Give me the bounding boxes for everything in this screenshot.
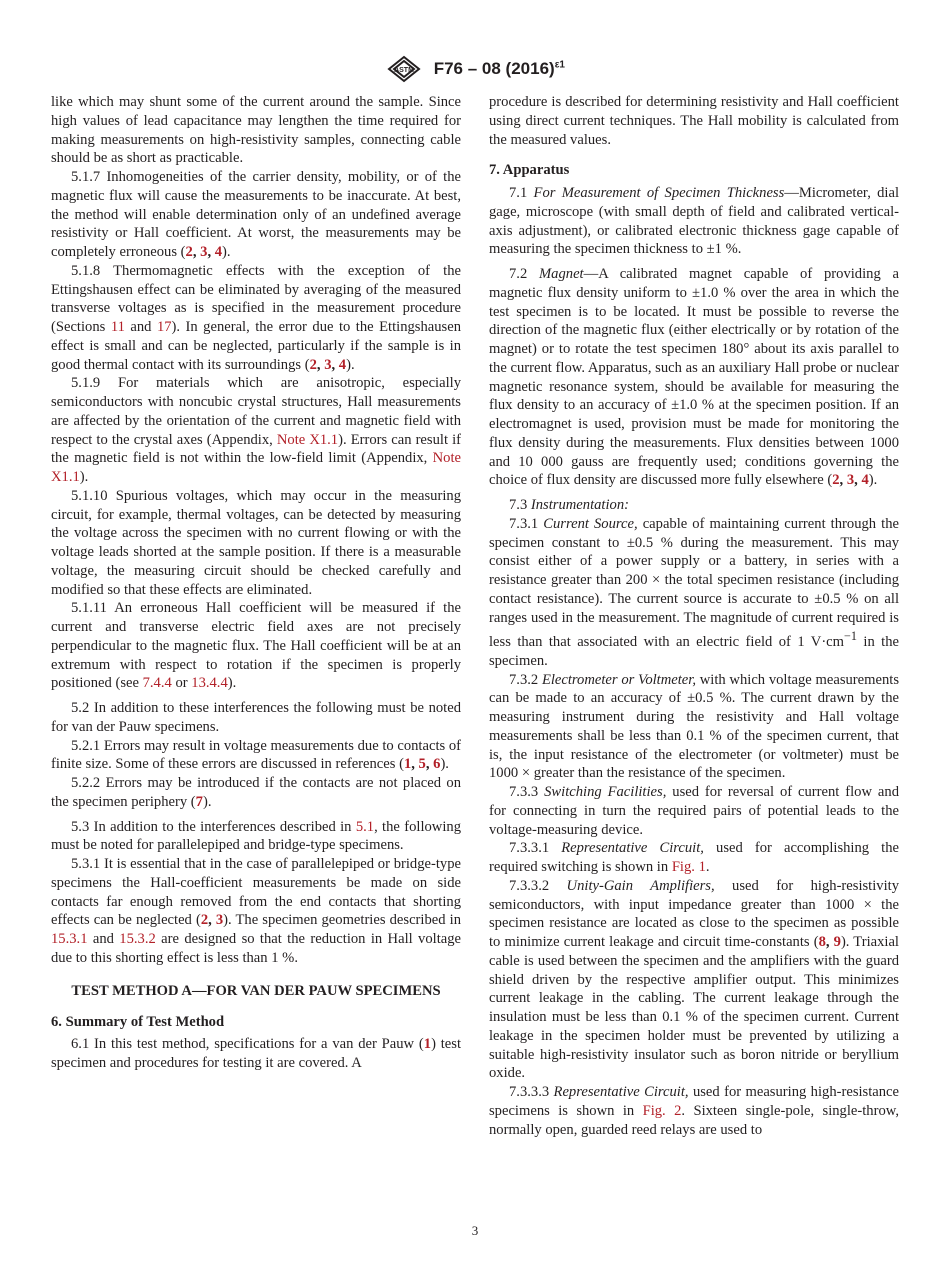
section-link[interactable]: 11 <box>110 319 125 335</box>
paragraph-7-3-2: 7.3.2 Electrometer or Voltmeter, with which voltage measurements can be made to an accuracy of ±0.5 %. The current drawn by the measuring instrument during the resistivity and Hall voltage measurements shall be less than 0.1 % of the specimen current, that is, the input resistance of the electrometer (or voltmeter) must be 1000 × greater than the resistance of the specimen. <box>489 671 900 782</box>
reference-link[interactable]: 4 <box>338 356 347 373</box>
page-number: 3 <box>471 1223 479 1238</box>
paragraph-5-1-8: 5.1.8 Thermomagnetic effects with the exception of the Ettingshausen effect can be eliminated by averaging of the measured transverse voltages as is specified in the measurement procedure (Sections 11 and 17). In general, the error due to the Ettingshausen effect is small and can be neglected, particularly if the sample is in good thermal contact with its surroundings (2, 3, 4). <box>51 262 461 373</box>
paragraph-5-3: 5.3 In addition to the interferences described in 5.1, the following must be noted for parallelepiped and bridge-type specimens. <box>51 818 461 854</box>
figure-link[interactable]: Fig. 2 <box>642 1102 682 1119</box>
reference-link[interactable]: 2 <box>832 472 840 489</box>
document-header <box>0 54 950 84</box>
note-link[interactable]: Note X1.1 <box>51 450 461 485</box>
paragraph-7-3-1: 7.3.1 Current Source, capable of maintaining current through the specimen constant to ±0.5 % during the measurement. This may consist either of a power supply or a battery, in series with a resistance greater than 200 × the total specimen resistance (including contact resistance). The current source is accurate to ±0.5 % on all ranges used in the measurement. The magnitude of current required is less than that associated with an electric field of 1 $V\cdot cm^{-1}$ in the specimen. <box>489 515 899 669</box>
paragraph-7-3-3-3: 7.3.3.3 Representative Circuit, used for measuring high-resistance specimens is shown in Fig. 2. Sixteen single-pole, single-throw, normally open, guarded reed relays are used to <box>489 1084 900 1138</box>
section-link[interactable]: 7.4.4 <box>142 675 172 692</box>
reference-link[interactable]: 2 <box>185 244 193 260</box>
paragraph-7-2: 7.2 Magnet—A calibrated magnet capable of providing a magnetic flux density uniform to ±1.0 % over the area in which the test specimen is to be located. It must be possible to reverse the direction of the magnetic flux (either electrically or by rotation of the magnet) or to rotate the test specimen 180° about its axis parallel to the current flow. Apparatus, such as an auxiliary Hall probe or nuclear magnetic resonance system, should be available for measuring the flux density to an accuracy of ±1.0 % at the specimen position. If an electromagnet is used, provision must be made for monitoring the flux density during the measurements. Flux densities between 1000 and 10 000 gauss are frequently used; conditions governing the choice of flux density are discussed more fully elsewhere (2, 3, 4). <box>489 266 899 489</box>
section-link[interactable]: 15.3.2 <box>119 931 156 947</box>
reference-link[interactable]: 2 <box>200 912 209 929</box>
paragraph-5-1-10: 5.1.10 Spurious voltages, which may occur in the measuring circuit, for example, thermal voltages, can be detected by measuring the voltage across the specimen with no current flowing or with the voltage leads shorted at the sample position. If there is a measurable voltage, the measuring circuit should be checked carefully and modified so that these effects are eliminated. <box>51 487 461 598</box>
section-link[interactable]: 17 <box>156 319 172 335</box>
paragraph-7-1: 7.1 For Measurement of Specimen Thickness—Micrometer, dial gage, microscope (with small depth of field and calibrated vertical-axis adjustment), or calibrated electronic thickness gage capable of measuring the specimen thickness to ±1 %. <box>489 185 900 258</box>
paragraph-5-1-7: 5.1.7 Inhomogeneities of the carrier density, mobility, or of the magnetic flux will cause the measurements to be inaccurate. At best, the method will enable determination only of an undefined average resistivity or Hall coefficient. At worst, the measurements may be completely erroneous (2, 3, 4). <box>51 169 461 260</box>
section-link[interactable]: 5.1 <box>355 818 375 835</box>
reference-link[interactable]: 3 <box>324 356 332 373</box>
reference-link[interactable]: 7 <box>195 793 203 810</box>
paragraph-5-2: 5.2 In addition to these interferences the following must be noted for van der Pauw specimens. <box>51 700 461 735</box>
reference-link[interactable]: 4 <box>214 244 223 260</box>
reference-link[interactable]: 1 <box>423 1036 432 1053</box>
section-link[interactable]: 15.3.1 <box>51 931 88 947</box>
designation: F76 – 08 $(2016)^{\varepsilon 1}$ <box>433 59 565 78</box>
test-method-heading: TEST METHOD A—FOR VAN DER PAUW SPECIMENS <box>71 982 441 999</box>
reference-link[interactable]: 1 <box>403 756 412 773</box>
paragraph-5-2-2: 5.2.2 Errors may be introduced if the contacts are not placed on the specimen periphery (7). <box>51 775 461 810</box>
right-column <box>489 93 899 1139</box>
figure-link[interactable]: Fig. 1 <box>671 859 706 876</box>
paragraph-7-3-3: 7.3.3 Switching Facilities, used for reversal of current flow and for connecting in turn the required pairs of potential leads to the voltage-measuring device. <box>489 784 899 838</box>
section-link[interactable]: 13.4.4 <box>191 675 228 692</box>
paragraph-5-2-1: 5.2.1 Errors may result in voltage measurements due to contacts of finite size. Some of these errors are discussed in references (1, 5, 6). <box>51 737 461 773</box>
paragraph-5-3-1: 5.3.1 It is essential that in the case of parallelepiped or bridge-type specimens the Hall-coefficient measurements be made on side contacts far enough removed from the end contacts that shorting effects can be neglected (2, 3). The specimen geometries described in 15.3.1 and 15.3.2 are designed so that the reduction in Hall voltage due to this shorting effect is less than 1 %. <box>51 856 461 966</box>
logo-text: ASTM <box>394 67 414 74</box>
reference-link[interactable]: 2 <box>309 356 317 373</box>
left-column <box>51 93 461 1073</box>
paragraph-7-3-3-2: 7.3.3.2 Unity-Gain Amplifiers, used for high-resistivity semiconductors, with input impedance greater than 1000 × the specimen resistance are located as close to the specimen as possible to minimize current leakage and circuit time-constants (8, 9). Triaxial cable is used between the specimen and the amplifiers with the guard shield driven by the respective amplifier output. This minimizes current leakage in the cabling. The current leakage through the insulation must be less than 0.1 % of the specimen current. Current leakage in the specimen holder must be prevented by utilizing a suitable high-resistivity insulator such as boron nitride or beryllium oxide. <box>489 877 899 1082</box>
reference-link[interactable]: 5 <box>418 756 426 773</box>
reference-link[interactable]: 3 <box>215 912 224 929</box>
reference-link[interactable]: 9 <box>833 934 841 951</box>
paragraph: like which may shunt some of the current around the sample. Since high values of lead capacitance may lengthen the time required for making measurements on high-resistivity samples, connecting cable should be as short as practicable. <box>51 94 461 167</box>
reference-link[interactable]: 4 <box>861 472 869 489</box>
reference-link[interactable]: 6 <box>433 756 441 773</box>
paragraph: procedure is described for determining resistivity and Hall coefficient using direct current techniques. The Hall mobility is calculated from the measured values. <box>489 94 899 148</box>
section-heading-6: 6. Summary of Test Method <box>51 1013 225 1030</box>
paragraph-7-3-3-1: 7.3.3.1 Representative Circuit, used for accomplishing the required switching is shown in Fig. 1. <box>489 840 899 876</box>
paragraph-5-1-9: 5.1.9 For materials which are anisotropic, especially semiconductors with noncubic crystal structures, Hall measurements are affected by the orientation of the current and magnetic field with respect to the crystal axes (Appendix, Note X1.1). Errors can result if the magnetic field is not within the low-field limit (Appendix, Note X1.1). <box>51 375 461 485</box>
epsilon-superscript: ε1 <box>554 59 565 71</box>
reference-link[interactable]: 8 <box>818 934 826 951</box>
note-link[interactable]: Note X1.1 <box>276 431 339 448</box>
paragraph-5-1-11: 5.1.11 An erroneous Hall coefficient will be measured if the current and transverse electric field axes are not precisely perpendicular to the magnetic flux. The Hall coefficient will be at an extremum with respect to rotation if the specimen is properly positioned (see 7.4.4 or 13.4.4). <box>51 600 461 692</box>
astm-logo-icon <box>385 54 423 84</box>
section-heading-7: 7. Apparatus <box>489 162 570 179</box>
reference-link[interactable]: 3 <box>846 472 855 489</box>
reference-link[interactable]: 3 <box>200 244 208 260</box>
paragraph-7-3: 7.3 Instrumentation: <box>509 497 629 513</box>
paragraph-6-1: 6.1 In this test method, specifications for a van der Pauw (1) test specimen and procedures for testing it are covered. A <box>51 1036 461 1071</box>
